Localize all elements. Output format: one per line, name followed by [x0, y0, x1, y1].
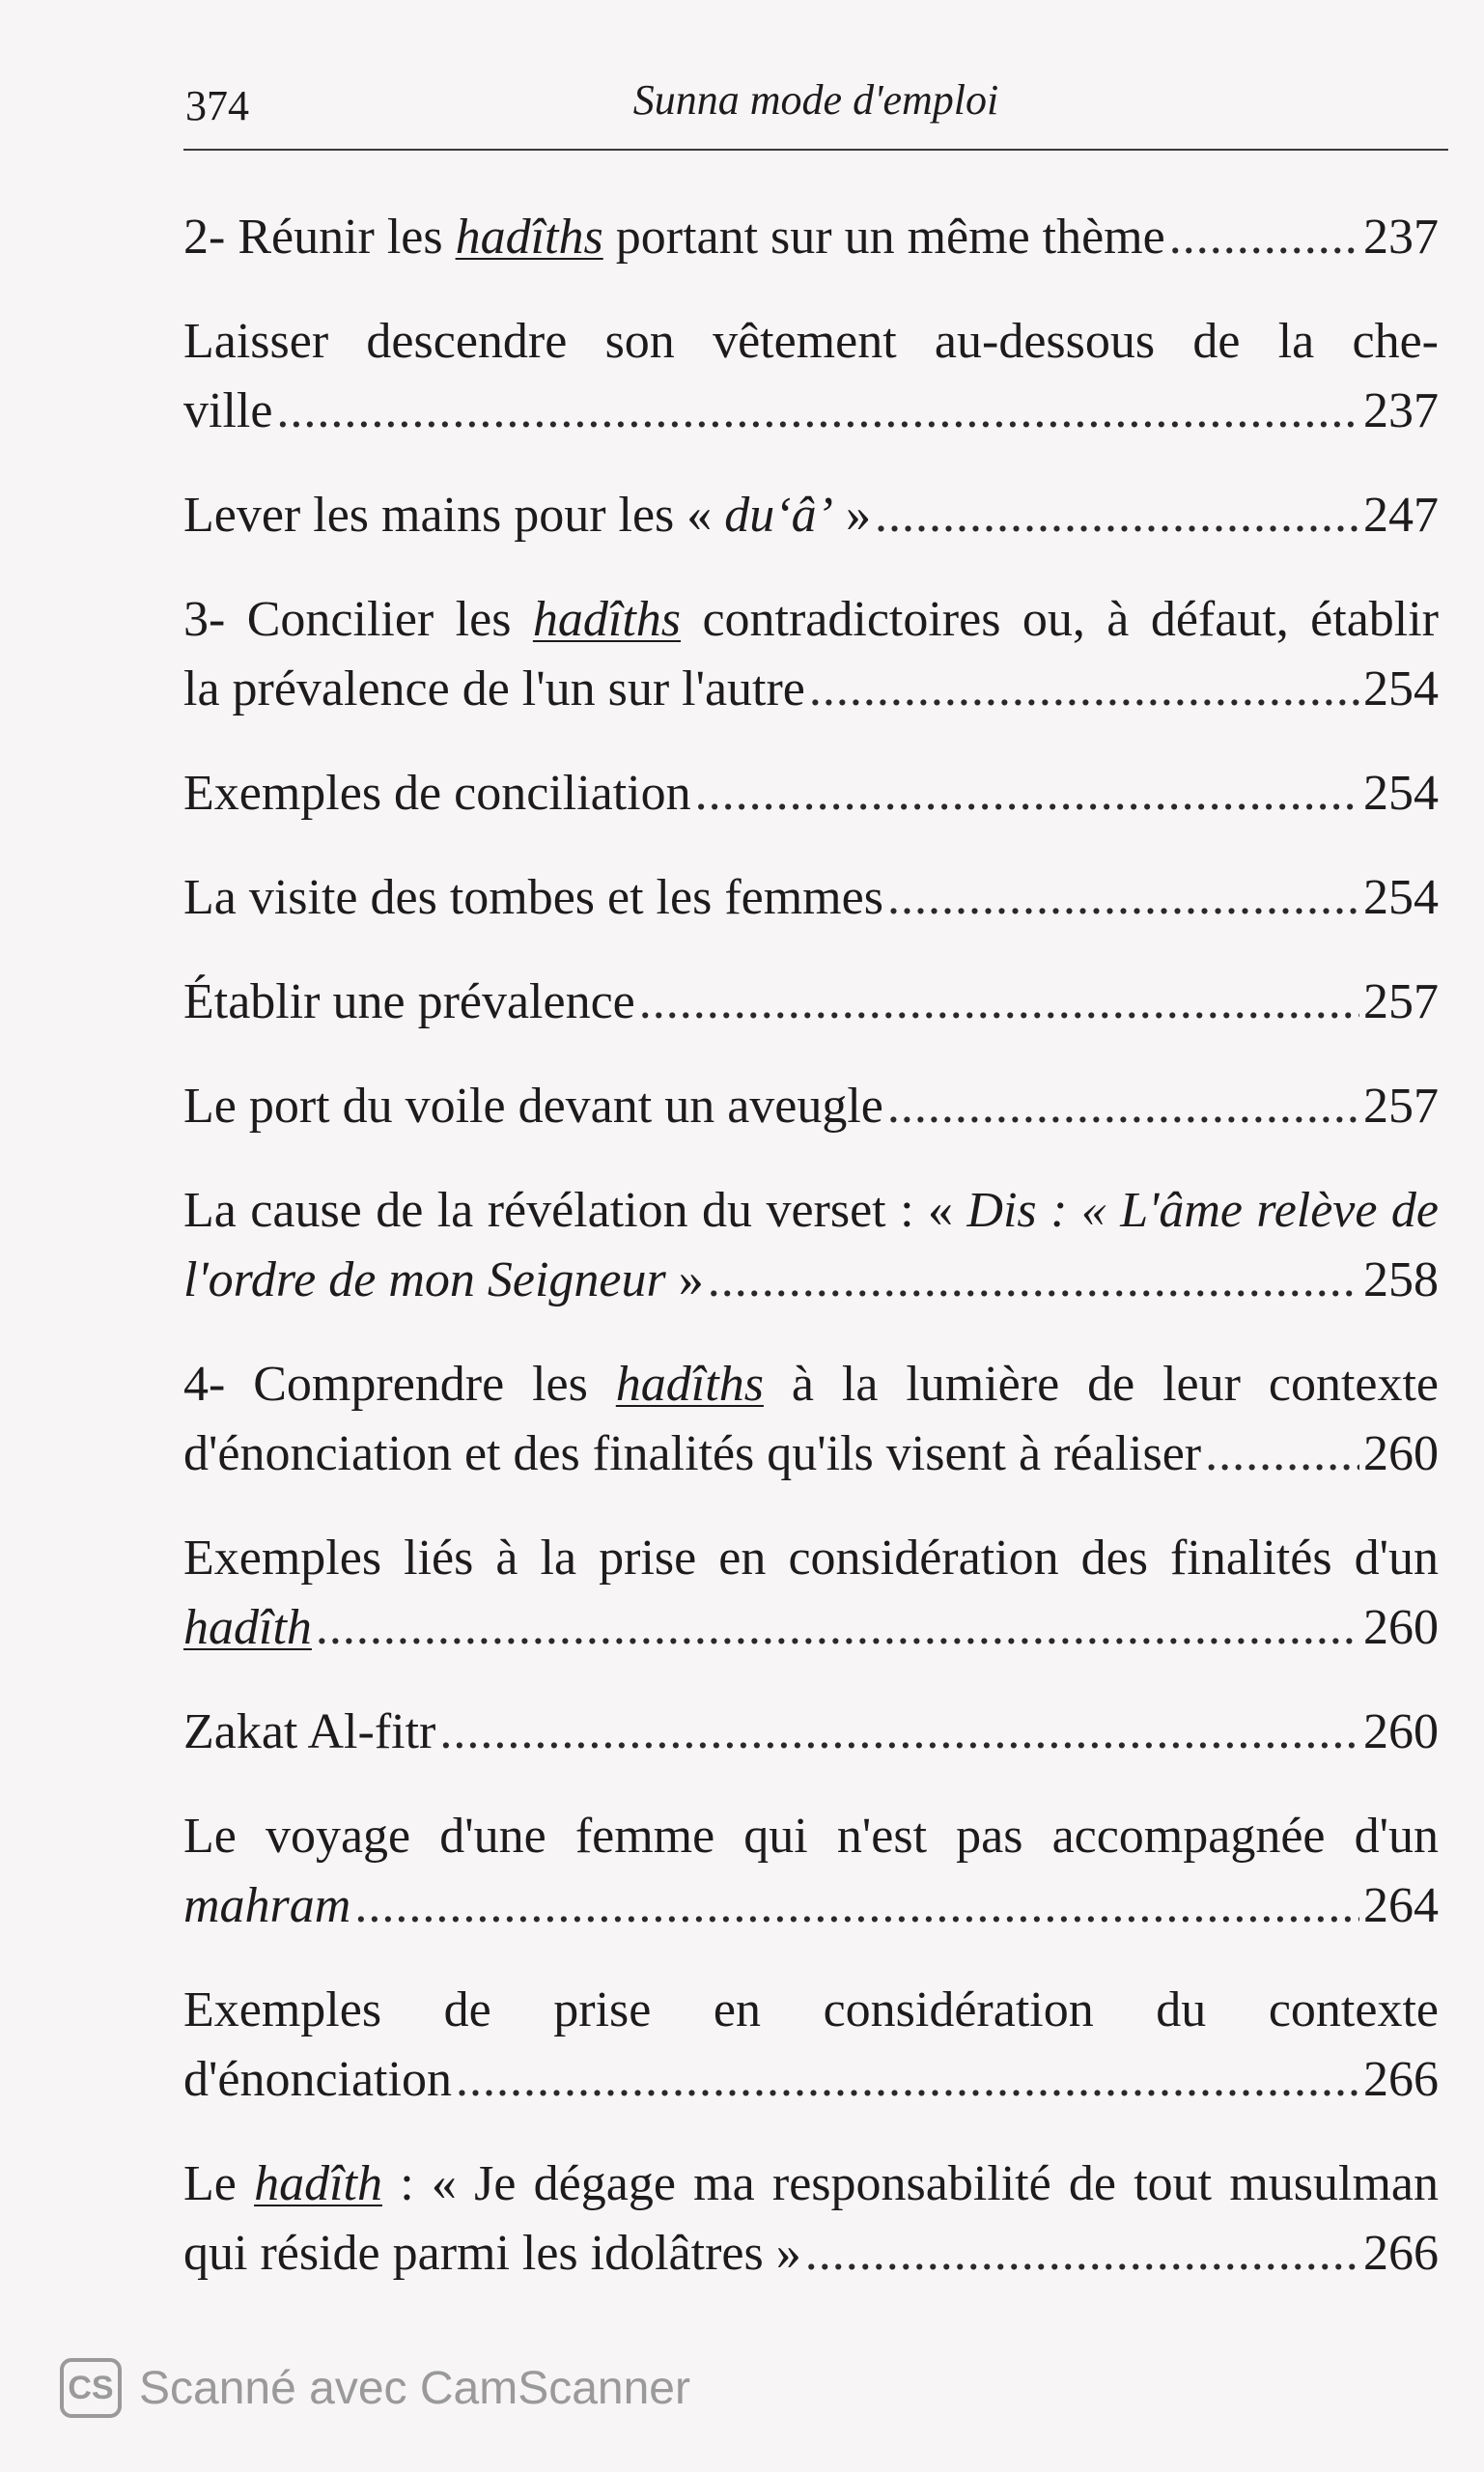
toc-entry: Le hadîth : « Je dégage ma responsabilité de tout musulman qui réside parmi les idolâtres » ..... 266 [183, 2149, 1439, 2289]
toc-page-ref: 237 [1363, 383, 1439, 438]
toc-page-ref: 254 [1363, 870, 1439, 925]
table-of-contents [183, 203, 1439, 2323]
toc-page-ref: 260 [1363, 1426, 1439, 1481]
toc-page-ref: 257 [1363, 974, 1439, 1029]
toc-entry: Zakat Al-fitr ..... 260 [183, 1698, 1439, 1767]
toc-entry: La cause de la révélation du verset : « Dis : « L'âme relève de l'ordre de mon Seigneur » ..... 258 [183, 1176, 1439, 1315]
toc-entry: Exemples de conciliation ..... 254 [183, 759, 1439, 829]
watermark-text: Scanné avec CamScanner [139, 2362, 690, 2414]
toc-entry: 3- Concilier les hadîths contradictoires ou, à défaut, établir la prévalence de l'un sur l'autre ..... 254 [183, 585, 1439, 724]
toc-entry: Exemples liés à la prise en considération des finalités d'un hadîth ..... 260 [183, 1524, 1439, 1663]
toc-entry: 4- Comprendre les hadîths à la lumière de leur contexte d'énonciation et des finalités qu'ils visent à réaliser ..... 260 [183, 1350, 1439, 1489]
toc-page-ref: 258 [1363, 1252, 1439, 1307]
toc-entry: Le voyage d'une femme qui n'est pas accompagnée d'un mahram ..... 264 [183, 1802, 1439, 1941]
toc-page-ref: 260 [1363, 1704, 1439, 1759]
camscanner-logo-icon: CS [60, 2358, 122, 2418]
book-title: Sunna mode d'emploi [632, 76, 999, 124]
toc-page-ref: 260 [1363, 1600, 1439, 1655]
toc-entry: La visite des tombes et les femmes ..... 254 [183, 863, 1439, 933]
toc-page-ref: 237 [1363, 210, 1439, 265]
toc-page-ref: 257 [1363, 1079, 1439, 1134]
toc-entry: Exemples de prise en considération du contexte d'énonciation ..... 266 [183, 1976, 1439, 2115]
toc-page-ref: 266 [1363, 2226, 1439, 2281]
toc-page-ref: 264 [1363, 1878, 1439, 1933]
toc-page-ref: 254 [1363, 766, 1439, 821]
camscanner-watermark [60, 2354, 690, 2422]
toc-entry: Établir une prévalence ..... 257 [183, 968, 1439, 1037]
running-head [183, 68, 1448, 151]
toc-page-ref: 254 [1363, 661, 1439, 716]
toc-entry: Lever les mains pour les « du‘â’ » ..... 247 [183, 481, 1439, 550]
toc-entry: 2- Réunir les hadîths portant sur un même thème ..... 237 [183, 203, 1439, 272]
toc-entry: Le port du voile devant un aveugle ..... 257 [183, 1072, 1439, 1141]
page-number: 374 [185, 82, 249, 129]
toc-entry: Laisser descendre son vêtement au-dessous de la che- ville ..... 237 [183, 307, 1439, 446]
toc-page-ref: 266 [1363, 2052, 1439, 2107]
toc-page-ref: 247 [1363, 488, 1439, 543]
